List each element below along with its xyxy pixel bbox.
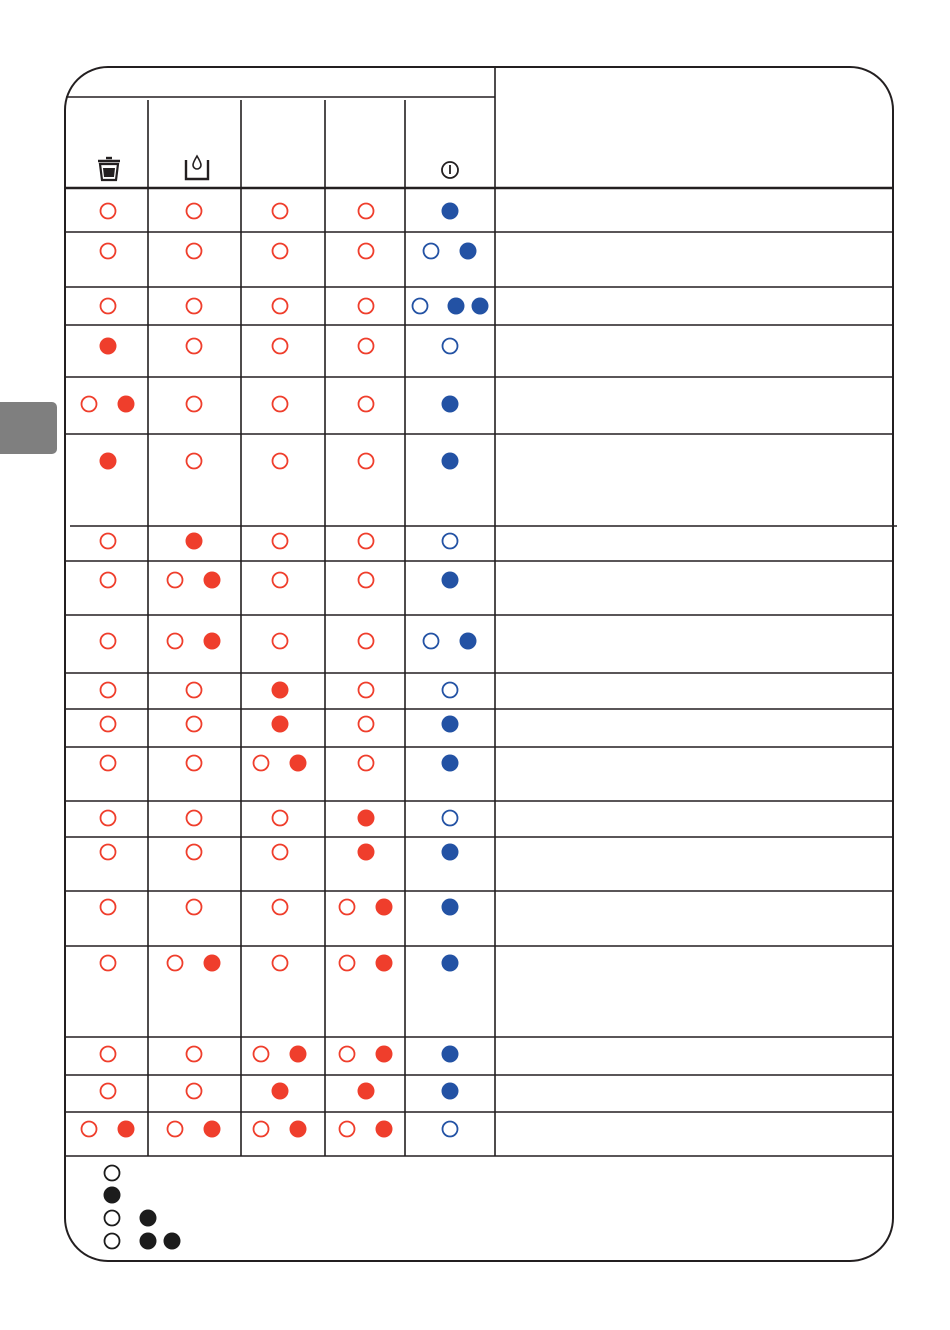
indicator-lit bbox=[272, 716, 289, 733]
indicator-lit bbox=[100, 338, 117, 355]
indicator-off bbox=[273, 204, 288, 219]
indicator-lit bbox=[358, 1083, 375, 1100]
indicator-lit bbox=[442, 716, 459, 733]
legend-off bbox=[105, 1211, 120, 1226]
indicator-lit bbox=[100, 453, 117, 470]
indicator-lit bbox=[442, 1083, 459, 1100]
indicator-lit bbox=[442, 955, 459, 972]
indicator-off bbox=[101, 573, 116, 588]
indicator-off bbox=[254, 756, 269, 771]
indicator-off bbox=[273, 573, 288, 588]
indicator-off bbox=[340, 1047, 355, 1062]
indicator-off bbox=[359, 397, 374, 412]
indicator-off bbox=[273, 811, 288, 826]
indicator-lit bbox=[376, 955, 393, 972]
indicator-off bbox=[273, 900, 288, 915]
indicator-off bbox=[187, 397, 202, 412]
indicator-dots bbox=[82, 203, 489, 1138]
indicator-lit bbox=[204, 572, 221, 589]
indicator-off bbox=[443, 534, 458, 549]
indicator-off bbox=[187, 454, 202, 469]
indicator-off bbox=[443, 339, 458, 354]
indicator-off bbox=[273, 339, 288, 354]
indicator-off bbox=[413, 299, 428, 314]
indicator-off bbox=[359, 339, 374, 354]
indicator-off bbox=[254, 1047, 269, 1062]
indicator-off bbox=[187, 299, 202, 314]
indicator-off bbox=[101, 717, 116, 732]
indicator-off bbox=[101, 244, 116, 259]
indicator-lit bbox=[442, 396, 459, 413]
indicator-lit bbox=[448, 298, 465, 315]
indicator-off bbox=[187, 1047, 202, 1062]
indicator-off bbox=[187, 900, 202, 915]
indicator-lit bbox=[472, 298, 489, 315]
indicator-lit bbox=[376, 899, 393, 916]
indicator-off bbox=[443, 683, 458, 698]
indicator-off bbox=[273, 454, 288, 469]
indicator-lit bbox=[442, 453, 459, 470]
indicator-lit bbox=[376, 1046, 393, 1063]
indicator-off bbox=[101, 534, 116, 549]
legend-lit bbox=[140, 1233, 157, 1250]
indicator-lit bbox=[272, 682, 289, 699]
indicator-lit bbox=[358, 810, 375, 827]
indicator-off bbox=[273, 397, 288, 412]
indicator-lit bbox=[118, 1121, 135, 1138]
indicator-lit bbox=[442, 572, 459, 589]
indicator-off bbox=[273, 956, 288, 971]
indicator-off bbox=[187, 204, 202, 219]
indicator-off bbox=[101, 1047, 116, 1062]
indicator-off bbox=[168, 634, 183, 649]
indicator-off bbox=[168, 1122, 183, 1137]
indicator-off bbox=[424, 634, 439, 649]
indicator-off bbox=[359, 204, 374, 219]
indicator-off bbox=[101, 756, 116, 771]
indicator-off bbox=[82, 1122, 97, 1137]
header-icons bbox=[98, 156, 458, 180]
legend-lit bbox=[164, 1233, 181, 1250]
indicator-lit bbox=[290, 1121, 307, 1138]
indicator-lit bbox=[204, 1121, 221, 1138]
indicator-off bbox=[359, 534, 374, 549]
indicator-off bbox=[359, 573, 374, 588]
indicator-off bbox=[101, 900, 116, 915]
indicator-lit bbox=[442, 899, 459, 916]
indicator-lit bbox=[358, 844, 375, 861]
indicator-lit bbox=[204, 633, 221, 650]
indicator-off bbox=[187, 683, 202, 698]
table-grid-lines bbox=[66, 68, 897, 1156]
indicator-off bbox=[273, 299, 288, 314]
indicator-off bbox=[340, 900, 355, 915]
indicator-off bbox=[168, 573, 183, 588]
power-icon bbox=[442, 162, 458, 178]
indicator-off bbox=[101, 845, 116, 860]
indicator-lit bbox=[272, 1083, 289, 1100]
indicator-off bbox=[359, 244, 374, 259]
water-tank-icon bbox=[186, 156, 208, 179]
indicator-off bbox=[273, 244, 288, 259]
indicator-off bbox=[359, 634, 374, 649]
indicator-lit bbox=[442, 844, 459, 861]
legend-off bbox=[105, 1166, 120, 1181]
indicator-lit bbox=[118, 396, 135, 413]
indicator-lit bbox=[186, 533, 203, 550]
indicator-off bbox=[273, 634, 288, 649]
indicator-lit bbox=[376, 1121, 393, 1138]
indicator-off bbox=[254, 1122, 269, 1137]
indicator-off bbox=[101, 956, 116, 971]
indicator-off bbox=[424, 244, 439, 259]
indicator-lit bbox=[204, 955, 221, 972]
indicator-off bbox=[359, 299, 374, 314]
indicator-off bbox=[359, 756, 374, 771]
indicator-off bbox=[359, 683, 374, 698]
indicator-off bbox=[101, 811, 116, 826]
legend bbox=[104, 1166, 181, 1250]
indicator-off bbox=[187, 845, 202, 860]
legend-lit bbox=[104, 1187, 121, 1204]
indicator-off bbox=[443, 811, 458, 826]
indicator-lit bbox=[460, 633, 477, 650]
indicator-off bbox=[187, 1084, 202, 1099]
indicator-lit bbox=[442, 1046, 459, 1063]
indicator-off bbox=[359, 454, 374, 469]
indicator-off bbox=[101, 299, 116, 314]
trash-bin-icon bbox=[98, 158, 120, 180]
indicator-off bbox=[82, 397, 97, 412]
indicator-off bbox=[187, 244, 202, 259]
legend-lit bbox=[140, 1210, 157, 1227]
indicator-off bbox=[101, 1084, 116, 1099]
indicator-off bbox=[187, 339, 202, 354]
indicator-off bbox=[340, 1122, 355, 1137]
indicator-off bbox=[273, 534, 288, 549]
indicator-off bbox=[273, 845, 288, 860]
legend-off bbox=[105, 1234, 120, 1249]
indicator-off bbox=[359, 717, 374, 732]
indicator-off bbox=[168, 956, 183, 971]
indicator-off bbox=[101, 204, 116, 219]
indicator-off bbox=[187, 756, 202, 771]
indicator-lit bbox=[442, 203, 459, 220]
indicator-lit bbox=[290, 1046, 307, 1063]
indicator-off bbox=[101, 634, 116, 649]
indicator-lit bbox=[460, 243, 477, 260]
indicator-lit bbox=[290, 755, 307, 772]
indicator-off bbox=[187, 717, 202, 732]
indicator-lit bbox=[442, 755, 459, 772]
indicator-off bbox=[187, 811, 202, 826]
indicator-off bbox=[101, 683, 116, 698]
indicator-off bbox=[443, 1122, 458, 1137]
indicator-off bbox=[340, 956, 355, 971]
